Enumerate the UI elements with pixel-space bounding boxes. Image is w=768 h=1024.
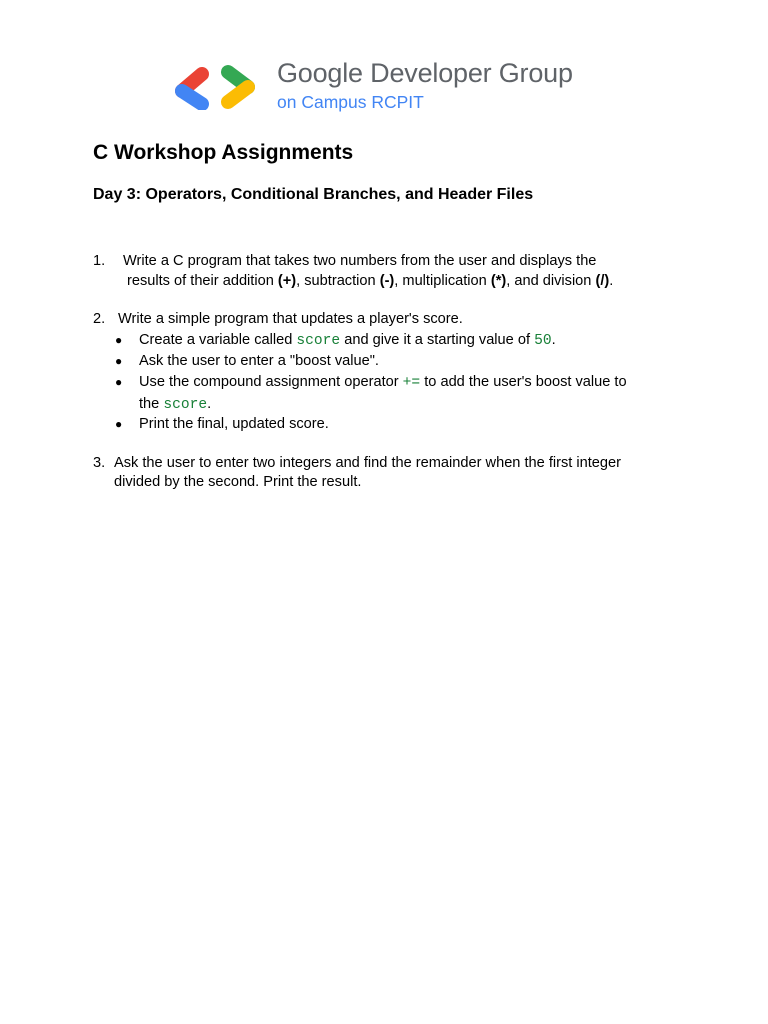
list-item: Ask the user to enter a "boost value".	[139, 353, 379, 369]
text-segment: .	[609, 273, 614, 289]
text-segment: results of their addition	[127, 273, 278, 289]
bullet-icon: ●	[115, 375, 123, 389]
question-number: 2.	[93, 311, 106, 327]
inline-code: score	[163, 397, 208, 413]
question-text-line: Write a C program that takes two numbers from the user and displays the	[123, 253, 597, 269]
page-title: C Workshop Assignments	[93, 141, 354, 164]
text-segment: to add the user's boost value to	[420, 374, 627, 390]
question-number: 1.	[93, 253, 106, 269]
text-segment: , subtraction	[296, 273, 380, 289]
text-segment: .	[551, 332, 556, 348]
question-text-line	[127, 272, 613, 290]
list-item: Print the final, updated score.	[139, 416, 329, 432]
question-text-line: Ask the user to enter two integers and find the remainder when the first integer	[114, 455, 622, 471]
bullet-icon: ●	[115, 354, 123, 368]
question-number: 3.	[93, 455, 106, 471]
text-segment: and give it a starting value of	[340, 332, 535, 348]
text-segment: , multiplication	[394, 273, 491, 289]
text-segment: the	[139, 396, 164, 412]
question-text-line: Write a simple program that updates a player's score.	[118, 311, 463, 327]
bullet-icon: ●	[115, 417, 123, 431]
bullet-icon: ●	[115, 333, 123, 347]
divide-operator: (/)	[595, 273, 610, 289]
page-subtitle: Day 3: Operators, Conditional Branches, and Header Files	[93, 186, 534, 203]
brand-name: Google Developer Group	[277, 58, 573, 88]
list-item	[139, 373, 627, 392]
brand-subtitle: on Campus RCPIT	[277, 92, 424, 112]
gdg-header	[170, 56, 610, 114]
minus-operator: (-)	[379, 273, 395, 289]
inline-code: 50	[534, 333, 552, 349]
list-item-continuation	[139, 395, 211, 414]
text-segment: Create a variable called	[139, 332, 297, 348]
multiply-operator: (*)	[490, 273, 507, 289]
gdg-logo-icon	[170, 60, 266, 110]
inline-code: score	[296, 333, 341, 349]
text-segment: Use the compound assignment operator	[139, 374, 403, 390]
question-text-line: divided by the second. Print the result.	[114, 474, 362, 490]
list-item	[139, 331, 556, 350]
plus-operator: (+)	[277, 273, 297, 289]
text-segment: .	[207, 396, 212, 412]
text-segment: , and division	[506, 273, 596, 289]
inline-code: +=	[402, 375, 421, 391]
